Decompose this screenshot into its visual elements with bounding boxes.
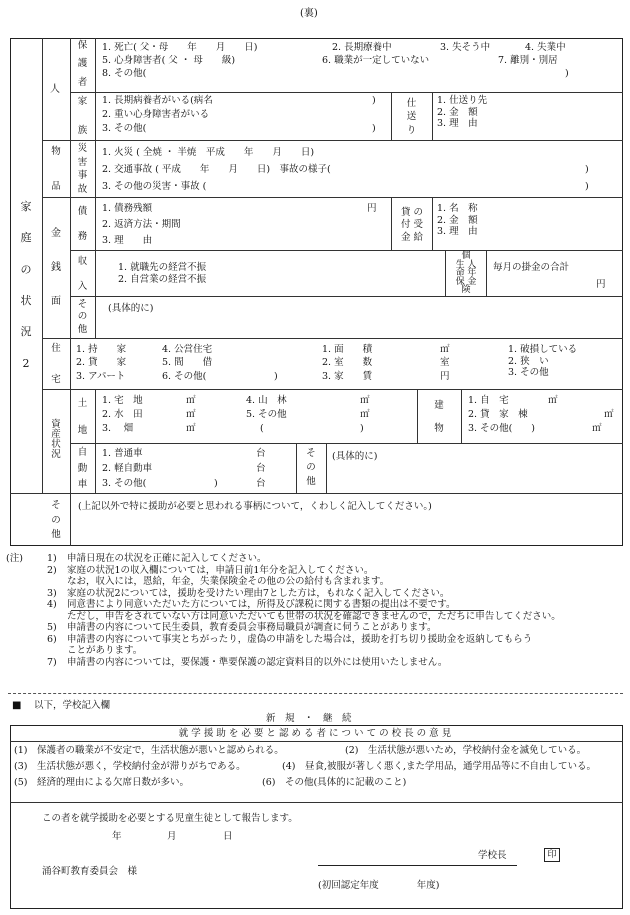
household-status-side-label: 家 庭 の 状 況 2 (20, 200, 32, 370)
grid-line (10, 493, 623, 494)
disaster-option-fire: 1. 火災 ( 全焼 ・ 半焼 平成 年 月 日) (102, 147, 315, 158)
grid-line (95, 389, 96, 493)
signature-line (318, 865, 517, 866)
grid-line (70, 493, 71, 546)
family-option-illness-close: ) (372, 95, 376, 106)
guardian-option-other: 8. その他( (102, 68, 147, 79)
remittance-fields: 1. 仕送り先 2. 金 額 3. 理 由 (437, 95, 488, 129)
guardian-option-irregular-job: 6. 職業が一定していない (322, 55, 430, 66)
board-addressee: 涌谷町教育委員会 様 (42, 866, 138, 877)
grid-line (417, 389, 418, 443)
guardian-label: 保 護 者 (77, 40, 88, 88)
grid-line (42, 338, 623, 339)
guardian-option-unemployed: 4. 失業中 (525, 42, 566, 53)
asset-other-details: (具体的に) (332, 451, 378, 462)
building-label: 建 物 (434, 400, 444, 434)
note-underline (71, 610, 484, 611)
disaster-option-traffic: 2. 交通事故 ( 平成 年 月 日) 事故の様子( (102, 164, 331, 175)
debt-remaining: 1. 債務残額 (102, 203, 153, 214)
disaster-label: 災 害 事 故 (77, 143, 88, 195)
guardian-option-disability: 5. 心身障害者( 父 ・ 母 級) (102, 55, 236, 66)
person-category-label: 人 (50, 84, 60, 95)
guardian-option-separation: 7. 離別・別居 (498, 55, 558, 66)
family-label: 家 族 (77, 96, 88, 136)
insurance-label: 個 生 人 命 年 保 金 険 (455, 251, 477, 295)
notes-list: 1) 申請日現在の状況を正確に記入してください。 2) 家庭の状況1の収入欄については，申請日前1年分を記入してください。 なお，収入には，恩給，年金，失業保険金その他の公の給付も含まれます。 3) 家庭の状況2については，援助を受けたい理由7とした方は，もれなく記入してください。 4) 同意書により同意いただいた方については，所得及び課税に関する書類の提出は不要です。 ただし，申告をされていない方は同意いただいても世帯の状況を確認できませんので，ただちに申告してください。 5) 申請書の内容について民生委員，教育委員会事務局職員が調査に伺うことがあります。 6) 申請書の内容について事実とちがったり，虚偽の申請をした場合は，援助を打ち切り援助金を返納してもらう ことがあります。 7) 申請書の内容については，要保護・準要保護の認定資料目的以外には使用いたしません。 (47, 553, 561, 668)
building-items: 1. 自 宅 2. 貸 家 棟 3. その他( ) ㎡ ㎡ ㎡ (468, 395, 614, 434)
disaster-option-traffic-close: ) (585, 164, 589, 175)
loan-label: 貸 の 付 受 金 給 (400, 207, 424, 243)
remittance-label: 仕 送 り (406, 98, 417, 136)
land-items: 1. 宅 地 2. 水 田 3. 畑 ㎡ ㎡ ㎡ 4. 山 林 5. その他 ( ) ㎡ ㎡ (102, 395, 370, 434)
grid-line (95, 38, 96, 338)
guardian-option-long-illness: 2. 長期療養中 (332, 42, 392, 53)
date-year-label: 年 (112, 831, 122, 842)
cut-line (8, 693, 623, 694)
school-section-marker: ■ (12, 700, 22, 711)
income-fields: 1. 就職先の経営不振 2. 自営業の経営不振 (118, 262, 207, 285)
seal-label: 印 (547, 850, 557, 860)
disaster-option-other: 3. その他の災害・事故 ( (102, 181, 207, 192)
reason-2: (2) 生活状態が悪いため，学校納付金を滅免している。 (345, 745, 587, 756)
money-category-label: 金 銭 面 (51, 228, 61, 307)
insurance-monthly-total: 毎月の掛金の合計 (493, 262, 570, 273)
principal-label: 学校長 (478, 850, 507, 861)
date-day-label: 日 (223, 831, 233, 842)
reason-1: (1) 保護者の職業が不安定で，生活状態が悪いと認められる。 (14, 745, 284, 756)
loan-fields: 1. 名 称 2. 金 額 3. 理 由 (437, 203, 478, 237)
reason-4: (4) 昼食,被服が著しく悪く,また学用品，通学用品等に不自由している。 (282, 761, 596, 772)
debt-yen-unit: 円 (367, 203, 377, 214)
guardian-option-death: 1. 死亡( 父・母 年 月 日) (102, 42, 258, 53)
notes-mark: (注) (6, 553, 23, 564)
grid-line (70, 250, 623, 251)
initial-certification-year: (初回認定年度 年度) (318, 880, 440, 891)
assets-label: 資 産 状 況 (51, 419, 61, 460)
grid-line (70, 92, 623, 93)
family-option-disability: 2. 重い心身障害者がいる (102, 109, 210, 120)
grid-line (432, 197, 433, 250)
grid-line (42, 389, 623, 390)
application-type: 新 規 ・ 継 続 (266, 713, 352, 724)
other-row-label: そ の 他 (51, 500, 61, 540)
grid-line (42, 38, 43, 493)
family-option-illness: 1. 長期病養者がいる(病名 (102, 95, 213, 106)
housing-condition: 1. 破損している 2. 狭 い 3. その他 (508, 344, 578, 378)
housing-fields: 1. 面 積 2. 室 数 3. 家 賃 ㎡ 室 円 (322, 344, 450, 382)
principal-opinion-title: 就 学 援 助 を 必 要 と 認 め る 者 に つ い て の 校 長 の 意 見 (178, 728, 452, 739)
grid-line (326, 443, 327, 493)
insurance-yen-unit: 円 (596, 279, 606, 290)
grid-line (70, 296, 623, 297)
grid-line (391, 197, 392, 250)
grid-line (391, 92, 392, 140)
family-option-other: 3. その他( (102, 123, 147, 134)
date-month-label: 月 (167, 831, 177, 842)
land-label: 土 地 (77, 398, 88, 436)
grid-line (445, 250, 446, 296)
housing-label: 住 宅 (51, 343, 61, 385)
debt-repayment: 2. 返済方法・期間 (102, 219, 181, 230)
reason-5: (5) 経済的理由による欠席日数が多い。 (14, 777, 189, 788)
income-label: 収 入 (77, 256, 88, 292)
reason-3: (3) 生活状態が悪く，学校納付金が滞りがちである。 (14, 761, 246, 772)
grid-line (10, 741, 623, 742)
money-other-label: そ の 他 (77, 299, 88, 335)
guardian-option-other-close: ) (565, 68, 569, 79)
goods-category-label: 物 品 (51, 146, 61, 192)
housing-types: 1. 持 家 2. 貸 家 3. アパート 4. 公営住宅 5. 間 借 6. その他( ) (76, 344, 278, 382)
grid-line (10, 802, 623, 803)
grid-line (432, 92, 433, 140)
grid-line (42, 140, 623, 141)
car-label: 自 動 車 (77, 447, 88, 490)
other-row-details: (上記以外で特に援助が必要と思われる事柄について，くわしく記入してください。) (78, 501, 432, 512)
guardian-option-missing: 3. 失そう中 (440, 42, 491, 53)
grid-line (296, 443, 297, 493)
report-statement: この者を就学援助を必要とする児童生徒として報告します。 (42, 813, 298, 824)
grid-line (486, 250, 487, 296)
car-items: 1. 普通車 2. 軽自動車 3. その他( ) 台 台 台 (102, 448, 266, 489)
family-option-other-close: ) (372, 123, 376, 134)
seal-box (544, 848, 560, 862)
grid-line (70, 443, 623, 444)
asset-other-label: そ の 他 (306, 448, 316, 487)
disaster-option-other-close: ) (585, 181, 589, 192)
debt-label: 債 務 (77, 206, 88, 242)
grid-line (461, 389, 462, 443)
debt-reason: 3. 理 由 (102, 235, 153, 246)
grid-line (42, 197, 623, 198)
school-section-title: 以下，学校記入欄 (34, 700, 111, 711)
money-other-details: (具体的に) (108, 303, 154, 314)
reason-6: (6) その他(具体的に記載のこと) (262, 777, 407, 788)
page-header: (裏) (300, 8, 318, 19)
